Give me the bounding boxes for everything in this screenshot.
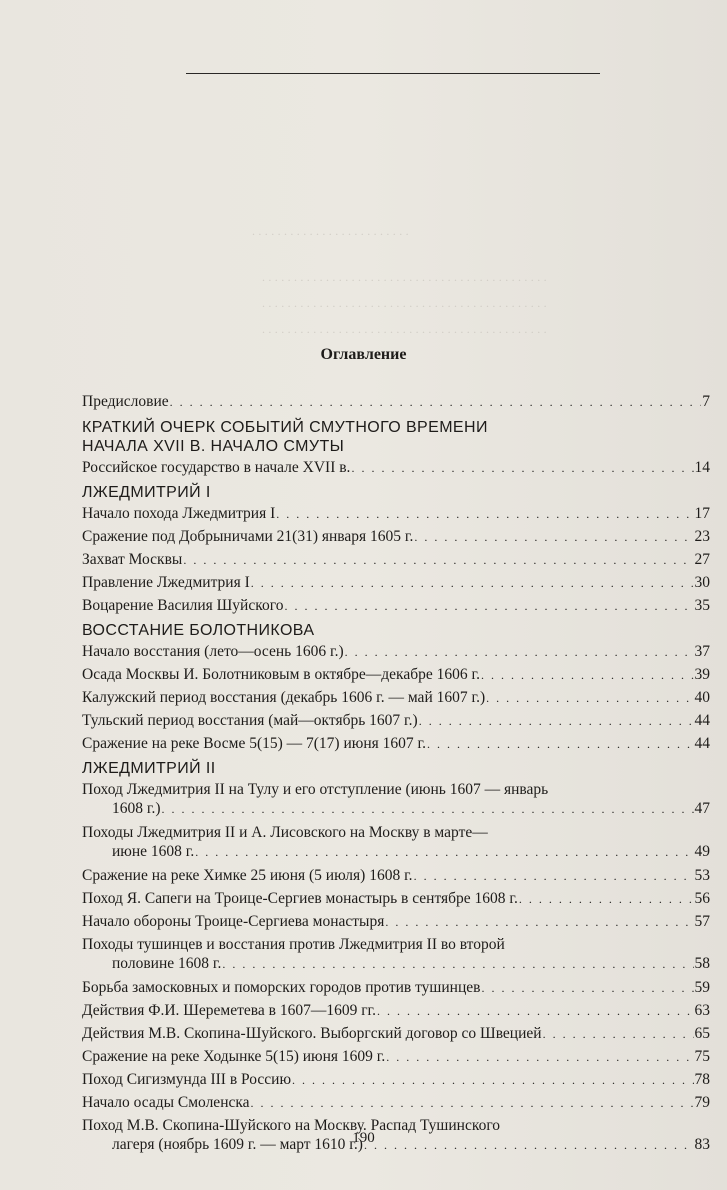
toc-entry-page: 49 [694,843,710,860]
toc-entry-preface[interactable] [82,392,710,412]
toc-entry-title: Начало осады Смоленска [82,1094,250,1111]
dot-leader [481,979,693,998]
toc-entry-page: 37 [694,643,710,660]
dot-leader [251,1094,694,1113]
toc-entry-page: 27 [694,551,710,568]
toc-entry-page: 83 [694,1136,710,1153]
toc-entry[interactable] [82,550,710,570]
toc-entry-page: 44 [694,735,710,752]
toc-entry-page: 35 [694,597,710,614]
toc-entry-title: Походы тушинцев и восстания против Лжедмитрия II во второй [82,936,505,953]
toc-entry-continuation [82,842,710,862]
toc-entry[interactable] [82,1001,710,1021]
toc-entry[interactable] [82,780,710,819]
toc-entry-page: 63 [694,1002,710,1019]
toc-entry-title: Поход Лжедмитрия II на Тулу и его отступление (июнь 1607 — январь [82,781,549,798]
toc-entry-page: 23 [694,528,710,545]
table-of-contents [82,392,710,1160]
toc-entry-page: 17 [694,505,710,522]
toc-entry[interactable] [82,458,710,478]
toc-entry-title-continuation: лагеря (ноябрь 1609 г. — март 1610 г.) [112,1136,363,1153]
section-heading: ВОССТАНИЕ БОЛОТНИКОВА [82,622,315,639]
dot-leader [222,955,693,974]
toc-entry-title: Сражение под Добрыничами 21(31) января 1605 г. [82,528,414,545]
section-heading: НАЧАЛА XVII В. НАЧАЛО СМУТЫ [82,438,345,455]
toc-entry-title: Начало восстания (лето—осень 1606 г.) [82,643,344,660]
dot-leader [251,574,694,593]
toc-entry[interactable] [82,1070,710,1090]
toc-entry[interactable] [82,596,710,616]
toc-entry[interactable] [82,912,710,932]
dot-leader [543,1025,694,1044]
toc-entry-page: 47 [694,800,710,817]
toc-entry-page: 57 [694,913,710,930]
dot-leader [276,505,693,524]
toc-entry-title: Калужский период восстания (декабрь 1606 г. — май 1607 г.) [82,689,486,706]
toc-section [82,418,710,478]
toc-entry[interactable] [82,734,710,754]
dot-leader [345,643,694,662]
toc-entry-title: Сражение на реке Восме 5(15) — 7(17) июня 1607 г. [82,735,426,752]
toc-entry-page: 39 [694,666,710,683]
toc-entry-title: Предисловие [82,393,169,410]
toc-entry[interactable] [82,527,710,547]
dot-leader [170,393,702,412]
toc-entry[interactable] [82,866,710,886]
toc-entry-title: Борьба замосковных и поморских городов против тушинцев [82,979,481,996]
toc-entry[interactable] [82,573,710,593]
dot-leader [284,597,693,616]
dot-leader [519,890,694,909]
toc-entry[interactable] [82,1093,710,1113]
section-heading: ЛЖЕДМИТРИЙ II [82,760,216,777]
dot-leader [414,528,693,547]
dot-leader [386,1048,693,1067]
toc-entry-page: 7 [702,393,710,410]
bleed-through-decoration: . . . . . . . . . . . . . . . . . . . . . . . . . [252,224,409,238]
toc-entry-continuation [82,954,710,974]
toc-entry-page: 75 [694,1048,710,1065]
toc-entry-title: Начало похода Лжедмитрия I [82,505,276,522]
toc-entry-title: Правление Лжедмитрия I [82,574,250,591]
toc-entry-title: Поход Я. Сапеги на Троице-Сергиев монастырь в сентябре 1608 г. [82,890,518,907]
toc-entry-title: Походы Лжедмитрия II и А. Лисовского на Москву в марте— [82,824,488,841]
toc-entry[interactable] [82,1024,710,1044]
toc-entry-page: 14 [694,459,710,476]
toc-entry-page: 78 [694,1071,710,1088]
toc-entry-title: Сражение на реке Ходынке 5(15) июня 1609 г. [82,1048,386,1065]
toc-entry[interactable] [82,504,710,524]
toc-entry-title: Поход М.В. Скопина-Шуйского на Москву. Распад Тушинского [82,1117,501,1134]
toc-entry-title-continuation: половине 1608 г. [112,955,222,972]
toc-title: Оглавление [320,346,407,363]
toc-entry[interactable] [82,889,710,909]
section-heading: ЛЖЕДМИТРИЙ I [82,484,211,501]
toc-entry-title-continuation: 1608 г.) [112,800,161,817]
toc-entry-title: Осада Москвы И. Болотниковым в октябре—декабре 1606 г. [82,666,480,683]
toc-entry-title: Тульский период восстания (май—октябрь 1607 г.) [82,712,418,729]
toc-entry-page: 58 [694,955,710,972]
toc-section [82,483,710,616]
dot-leader [486,689,693,708]
toc-entry-title: Начало обороны Троице-Сергиева монастыря [82,913,385,930]
toc-entry[interactable] [82,642,710,662]
header-rule [186,73,600,74]
toc-entry-page: 53 [694,867,710,884]
toc-entry-title: Российское государство в начале XVII в. [82,459,351,476]
dot-leader [162,800,694,819]
toc-entry[interactable] [82,1047,710,1067]
dot-leader [377,1002,693,1021]
toc-entry[interactable] [82,935,710,974]
toc-entry[interactable] [82,978,710,998]
toc-entry-title-continuation: июне 1608 г. [112,843,195,860]
toc-entry-title: Воцарение Василия Шуйского [82,597,284,614]
dot-leader [481,666,694,685]
toc-entry-title: Действия Ф.И. Шереметева в 1607—1609 гг. [82,1002,377,1019]
bleed-through-decoration: . . . . . . . . . . . . . . . . . . . . . . . . . . . . . . . . . . . . . . . . . . . . . [262,270,547,284]
section-heading: КРАТКИЙ ОЧЕРК СОБЫТИЙ СМУТНОГО ВРЕМЕНИ [82,419,488,436]
toc-entry[interactable] [82,665,710,685]
dot-leader [292,1071,693,1090]
toc-entry[interactable] [82,688,710,708]
toc-entry-title: Сражение на реке Химке 25 июня (5 июля) 1608 г. [82,867,413,884]
toc-entry-page: 40 [694,689,710,706]
toc-section [82,759,710,1155]
toc-entry-page: 65 [694,1025,710,1042]
dot-leader [183,551,693,570]
toc-entry-title: Действия М.В. Скопина-Шуйского. Выборгский договор со Швецией [82,1025,542,1042]
toc-entry-page: 56 [694,890,710,907]
toc-entry[interactable] [82,711,710,731]
dot-leader [419,712,694,731]
bleed-through-decoration: . . . . . . . . . . . . . . . . . . . . . . . . . . . . . . . . . . . . . . . . . . . . . [262,322,547,336]
toc-entry-continuation [82,799,710,819]
dot-leader [385,913,693,932]
page-number: 190 [352,1130,375,1146]
toc-entry-title: Захват Москвы [82,551,183,568]
dot-leader [427,735,694,754]
toc-section [82,621,710,754]
toc-entry[interactable] [82,823,710,862]
dot-leader [414,867,694,886]
toc-entry-title: Поход Сигизмунда III в Россию [82,1071,292,1088]
dot-leader [195,843,693,862]
toc-entry-page: 79 [694,1094,710,1111]
toc-entry-page: 59 [694,979,710,996]
toc-entry-page: 44 [694,712,710,729]
toc-entry-page: 30 [694,574,710,591]
bleed-through-decoration: . . . . . . . . . . . . . . . . . . . . . . . . . . . . . . . . . . . . . . . . . . . . . [262,296,547,310]
dot-leader [351,459,693,478]
